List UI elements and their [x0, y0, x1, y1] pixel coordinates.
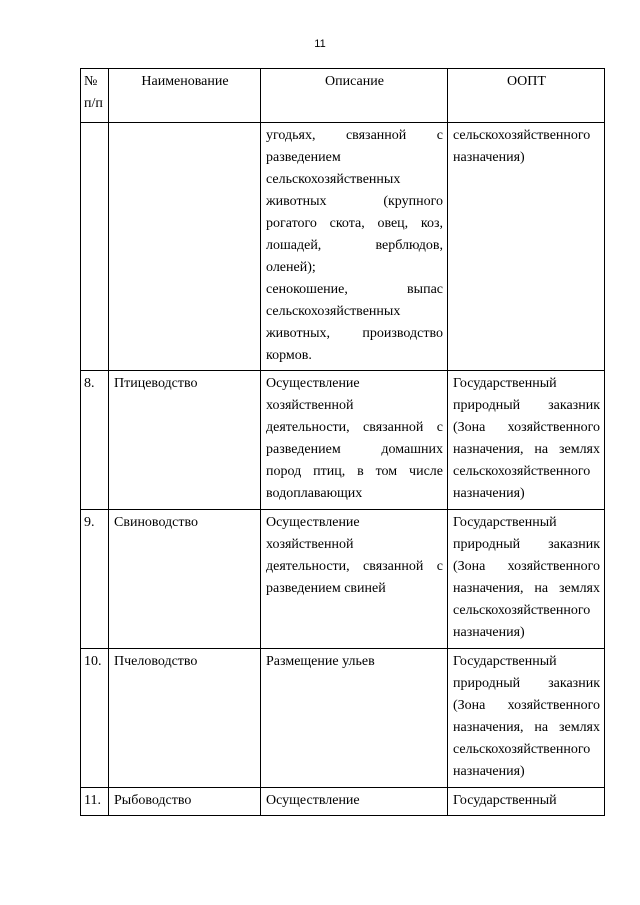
row-protected-area-line: природный заказник	[453, 676, 600, 691]
row-num: 9.	[81, 510, 109, 649]
row-description-line: сельскохозяйственных	[266, 172, 401, 187]
row-description-line: Осуществление	[266, 793, 360, 808]
row-protected-area	[448, 649, 605, 788]
row-description	[261, 510, 448, 649]
activities-table	[80, 68, 605, 816]
row-protected-area-line: сельскохозяйственного	[453, 603, 591, 618]
row-description-line: хозяйственной	[266, 537, 354, 552]
header-num-line: п/п	[84, 96, 103, 111]
header-num-line: №	[84, 74, 98, 89]
row-description-line: Размещение ульев	[266, 654, 375, 669]
row-protected-area	[448, 788, 605, 816]
row-description-line: пород птиц, в том числе	[266, 464, 443, 479]
row-name: Свиноводство	[109, 510, 261, 649]
row-description-line: хозяйственной	[266, 398, 354, 413]
row-description-line: сельскохозяйственных	[266, 304, 401, 319]
row-description-line: деятельности, связанной с	[266, 420, 443, 435]
row-protected-area-line: сельскохозяйственного	[453, 128, 591, 143]
row-protected-area	[448, 510, 605, 649]
row-description-line: водоплавающих	[266, 486, 363, 501]
row-protected-area	[448, 123, 605, 371]
row-protected-area-line: Государственный	[453, 515, 557, 530]
row-description-line: Осуществление	[266, 515, 360, 530]
row-description-line: животных (крупного	[266, 194, 443, 209]
row-protected-area-line: назначения, на землях	[453, 581, 600, 596]
row-name: Птицеводство	[109, 371, 261, 510]
row-protected-area-line: назначения, на землях	[453, 442, 600, 457]
row-description-line: животных, производство	[266, 326, 443, 341]
row-protected-area-line: назначения)	[453, 625, 525, 640]
row-protected-area-line: назначения)	[453, 150, 525, 165]
row-num: 11.	[81, 788, 109, 816]
row-protected-area-line: (Зона хозяйственного	[453, 420, 600, 435]
header-protected-area: ООПТ	[448, 69, 605, 123]
row-description	[261, 649, 448, 788]
row-description-line: угодьях, связанной с	[266, 128, 443, 143]
row-description-line: кормов.	[266, 348, 312, 363]
row-description	[261, 371, 448, 510]
page-number: 11	[314, 38, 326, 50]
row-description-line: рогатого скота, овец, коз,	[266, 216, 443, 231]
row-description-line: разведением	[266, 150, 341, 165]
row-protected-area-line: назначения)	[453, 764, 525, 779]
table-row	[81, 788, 605, 816]
row-protected-area	[448, 371, 605, 510]
row-protected-area-line: (Зона хозяйственного	[453, 698, 600, 713]
row-protected-area-line: сельскохозяйственного	[453, 742, 591, 757]
row-name: Пчеловодство	[109, 649, 261, 788]
row-description-line: сенокошение, выпас	[266, 282, 443, 297]
row-description-line: разведением домашних	[266, 442, 443, 457]
row-description-line: деятельности, связанной с	[266, 559, 443, 574]
row-num: 10.	[81, 649, 109, 788]
row-description	[261, 123, 448, 371]
row-protected-area-line: природный заказник	[453, 537, 600, 552]
row-protected-area-line: назначения, на землях	[453, 720, 600, 735]
row-protected-area-line: природный заказник	[453, 398, 600, 413]
table-row	[81, 123, 605, 371]
table-row	[81, 371, 605, 510]
table-row	[81, 649, 605, 788]
row-name: Рыбоводство	[109, 788, 261, 816]
row-protected-area-line: (Зона хозяйственного	[453, 559, 600, 574]
table-header-row	[81, 69, 605, 123]
header-num	[81, 69, 109, 123]
row-protected-area-line: Государственный	[453, 376, 557, 391]
row-description-line: оленей);	[266, 260, 316, 275]
row-protected-area-line: Государственный	[453, 793, 557, 808]
row-protected-area-line: назначения)	[453, 486, 525, 501]
table-row	[81, 510, 605, 649]
row-description-line: Осуществление	[266, 376, 360, 391]
row-description-line: разведением свиней	[266, 581, 386, 596]
header-name: Наименование	[109, 69, 261, 123]
row-protected-area-line: Государственный	[453, 654, 557, 669]
row-description-line: лошадей, верблюдов,	[266, 238, 443, 253]
row-num: 8.	[81, 371, 109, 510]
row-protected-area-line: сельскохозяйственного	[453, 464, 591, 479]
row-num	[81, 123, 109, 371]
row-description	[261, 788, 448, 816]
row-name	[109, 123, 261, 371]
header-description: Описание	[261, 69, 448, 123]
